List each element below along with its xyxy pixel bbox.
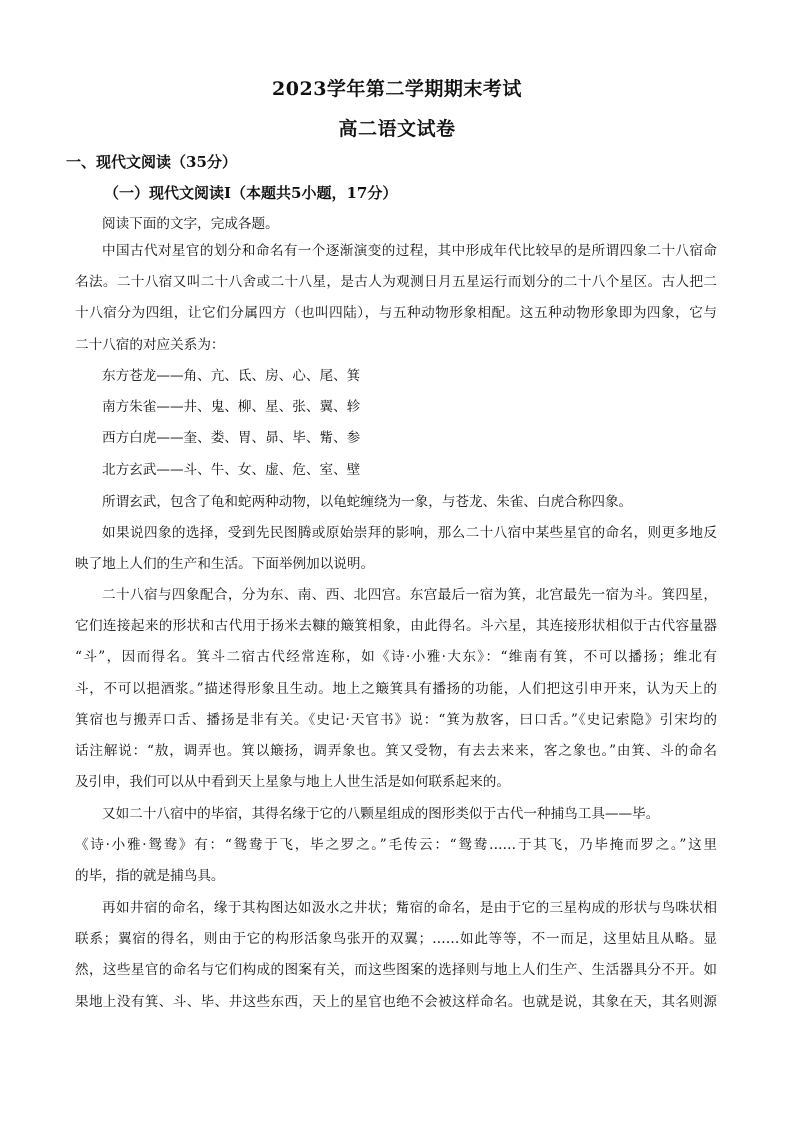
paragraph-line: 箕宿也与搬弄口舌、播扬是非有关。《史记·天官书》说：“箕为敖客，曰口舌。”《史记索隐》引宋均的 — [75, 711, 717, 728]
paragraph-line: 名法。二十八宿又叫二十八舍或二十八星，是古人为观测日月五星运行而划分的二十八个星区。古人把二 — [75, 274, 717, 291]
paragraph-line: 又如二十八宿中的毕宿，其得名缘于它的八颗星组成的图形类似于古代一种捕鸟工具——毕。 — [102, 806, 660, 822]
paragraph-6 — [75, 893, 717, 1018]
paragraph-line: 话注解说：“敖，调弄也。箕以簸扬，调弄象也。箕又受物，有去去来来，客之象也。”由箕、斗的命名 — [75, 742, 717, 759]
paragraph-line: 斗，不可以挹酒浆。”描述得形象且生动。地上之簸箕具有播扬的功能，人们把这引申开来，认为天上的 — [75, 680, 717, 697]
paragraph-line: 及引申，我们可以从中看到天上星象与地上人世生活是如何联系起来的。 — [75, 774, 510, 791]
paragraph-1 — [75, 236, 717, 361]
paragraph-line: 十八宿分为四组，让它们分属四方（也叫四陆），与五种动物形象相配。这五种动物形象即为四象，它与 — [75, 305, 717, 322]
paragraph-line: 联系；翼宿的得名，则由于它的构形活象鸟张开的双翼；……如此等等，不一而足，这里姑且从略。显 — [75, 931, 717, 948]
paragraph-5 — [75, 799, 717, 893]
mapping-line-south: 南方朱雀——井、鬼、柳、星、张、翼、轸 — [102, 399, 361, 416]
mapping-line-east: 东方苍龙——角、亢、氐、房、心、尾、箕 — [102, 368, 361, 384]
paragraph-line: 所谓玄武，包含了龟和蛇两种动物，以龟蛇缠绕为一象，与苍龙、朱雀、白虎合称四象。 — [102, 494, 633, 510]
constellation-mapping — [75, 361, 717, 486]
paragraph-line: 再如井宿的命名，缘于其构图达如汲水之井状；觜宿的命名，是由于它的三星构成的形状与鸟咮状相 — [102, 900, 717, 916]
paragraph-line: 二十八宿的对应关系为： — [75, 336, 225, 353]
instruction-text: 阅读下面的文字，完成各题。 — [102, 216, 279, 232]
paragraph-2 — [75, 487, 717, 518]
paragraph-line: 映了地上人们的生产和生活。下面举例加以说明。 — [75, 556, 375, 573]
paragraph-line: 中国古代对星官的划分和命名有一个逐渐演变的过程，其中形成年代比较早的是所谓四象二十八宿命 — [102, 243, 717, 259]
mapping-line-west: 西方白虎——奎、娄、胃、昴、毕、觜、参 — [102, 430, 361, 447]
section-heading: 一、现代文阅读（35分） — [66, 153, 237, 171]
mapping-line-north: 北方玄武——斗、牛、女、虚、危、室、壁 — [102, 461, 361, 478]
paragraph-line: 的毕，指的就是捕鸟具。 — [75, 868, 225, 885]
paragraph-4 — [75, 580, 717, 798]
paragraph-line: “斗”，因而得名。箕斗二宿古代经常连称，如《诗·小雅·大东》：“维南有箕，不可以播扬；维北有 — [75, 649, 717, 666]
exam-title: 2023学年第二学期期末考试 — [272, 78, 522, 100]
paragraph-line: 它们连接起来的形状和古代用于扬米去糠的簸箕相象，由此得名。斗六星，其连接形状相似于古代容量器 — [75, 618, 717, 635]
paragraph-line: 《诗·小雅·鸳鸯》有：“鸳鸯于飞，毕之罗之。”毛传云：“鸳鸯……于其飞，乃毕掩而罗之。”这里 — [75, 837, 717, 854]
exam-subtitle: 高二语文试卷 — [338, 118, 456, 140]
paragraph-line: 果地上没有箕、斗、毕、井这些东西，天上的星官也绝不会被这样命名。也就是说，其象在天，其名则源 — [75, 993, 717, 1010]
paragraph-3 — [75, 518, 717, 580]
paragraph-line: 然，这些星官的命名与它们构成的图案有关，而这些图案的选择则与地上人们生产、生活器具分不开。如 — [75, 962, 717, 979]
paragraph-line: 二十八宿与四象配合，分为东、南、西、北四宫。东宫最后一宿为箕，北宫最先一宿为斗。箕四星， — [102, 587, 717, 603]
paragraph-line: 如果说四象的选择，受到先民图腾或原始崇拜的影响，那么二十八宿中某些星官的命名，则更多地反 — [102, 525, 717, 541]
subsection-heading: （一）现代文阅读Ⅰ（本题共5小题，17分） — [104, 184, 398, 202]
